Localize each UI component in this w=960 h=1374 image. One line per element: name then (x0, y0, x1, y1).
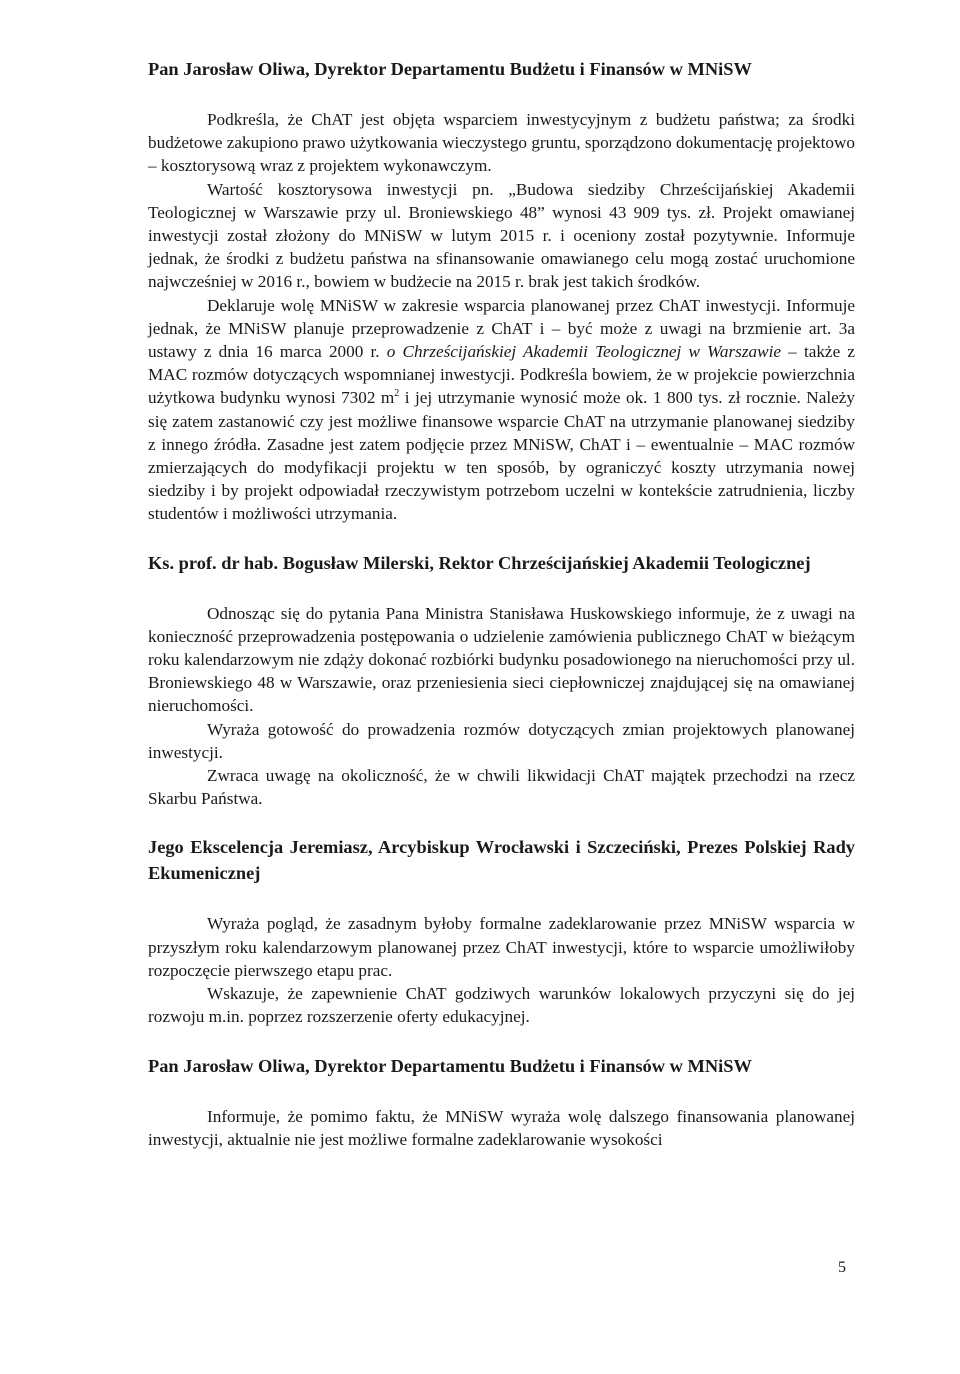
paragraph-text: Deklaruje wolę MNiSW w zakresie wsparcia planowanej przez ChAT inwestycji. Informuje jednak, że MNiSW planuje przeprowadzenie z ChAT i – być może z uwagi na brzmienie art. 3a ustawy z dnia 16 marca 2000 r. (148, 295, 855, 362)
paragraph: Wartość kosztorysowa inwestycji pn. „Budowa siedziby Chrześcijańskiej Akademii Teologicznej w Warszawie przy ul. Broniewskiego 48” wynosi 43 909 tys. zł. Projekt omawianej inwestycji został złożony do MNiSW w lutym 2015 r. i oceniony został pozytywnie. Informuje jednak, że środki z budżetu państwa na sfinansowanie omawianego celu mogą zostać uruchomione najwcześniej w 2016 r., bowiem w budżecie na 2015 r. brak jest takich środków. (148, 179, 855, 292)
spacer (148, 526, 855, 550)
speaker-heading: Pan Jarosław Oliwa, Dyrektor Departamentu Budżetu i Finansów w MNiSW (148, 59, 752, 79)
spacer (148, 1029, 855, 1053)
document-page (148, 56, 855, 1151)
paragraph-text: – także z MAC rozmów dotyczących wspomnianej inwestycji. Podkreśla bowiem, że w projekcie powierzchnia użytkowa budynku wynosi 7302 m (148, 342, 855, 408)
speaker-heading: Ks. prof. dr hab. Bogusław Milerski, Rektor Chrześcijańskiej Akademii Teologicznej (148, 552, 811, 573)
spacer (148, 82, 855, 108)
act-title: o Chrześcijańskiej Akademii Teologicznej w Warszawie (386, 342, 781, 362)
paragraph (148, 294, 855, 526)
paragraph: Wskazuje, że zapewnienie ChAT godziwych warunków lokalowych przyczyni się do jej rozwoju m.in. poprzez rozszerzenie oferty edukacyjnej. (148, 984, 855, 1027)
superscript: 2 (394, 388, 400, 400)
speaker-heading: Jego Ekscelencja Jeremiasz, Arcybiskup Wrocławski i Szczeciński, Prezes Polskiej Rady Ekumenicznej (148, 837, 855, 884)
paragraph: Zwraca uwagę na okoliczność, że w chwili likwidacji ChAT majątek przechodzi na rzecz Skarbu Państwa. (148, 766, 855, 809)
spacer (148, 576, 855, 602)
spacer (148, 810, 855, 834)
page-number: 5 (838, 1259, 846, 1276)
paragraph: Odnosząc się do pytania Pana Ministra Stanisława Huskowskiego informuje, że z uwagi na konieczność przeprowadzenia postępowania o udzielenie zamówienia publicznego ChAT w bieżącym roku kalendarzowym nie zdąży dokonać rozbiórki budynku posadowionego na nieruchomości przy ul. Broniewskiego 48 w Warszawie, oraz przeniesienia sieci ciepłowniczej znajdującej się na omawianej nieruchomości. (148, 603, 855, 716)
paragraph: Podkreśla, że ChAT jest objęta wsparciem inwestycyjnym z budżetu państwa; za środki budżetowe zakupiono prawo użytkowania wieczystego gruntu, sporządzono dokumentację projektowo – kosztorysową wraz z projektem wykonawczym. (148, 110, 855, 176)
paragraph: Wyraża gotowość do prowadzenia rozmów dotyczących zmian projektowych planowanej inwestycji. (148, 719, 855, 762)
paragraph: Wyraża pogląd, że zasadnym byłoby formalne zadeklarowanie przez MNiSW wsparcia w przyszłym roku kalendarzowym planowanej przez ChAT inwestycji, które to wsparcie umożliwiłoby rozpoczęcie pierwszego etapu prac. (148, 914, 855, 980)
speaker-heading: Pan Jarosław Oliwa, Dyrektor Departamentu Budżetu i Finansów w MNiSW (148, 1055, 752, 1076)
spacer (148, 1079, 855, 1105)
spacer (148, 886, 855, 912)
paragraph: Informuje, że pomimo faktu, że MNiSW wyraża wolę dalszego finansowania planowanej inwestycji, aktualnie nie jest możliwe formalne zadeklarowanie wysokości (148, 1106, 855, 1149)
paragraph-text: i jej utrzymanie wynosić może ok. 1 800 tys. zł rocznie. Należy się zatem zastanowić czy jest możliwe finansowe wsparcie ChAT na utrzymanie planowanej siedziby z innego źródła. Zasadne jest zatem podjęcie przez MNiSW, ChAT i – ewentualnie – MAC rozmów zmierzających do modyfikacji projektu w ten sposób, by ograniczyć koszty utrzymania nowej siedziby i by projekt odpowiadał rzeczywistym potrzebom uczelni w kontekście zatrudnienia, liczby studentów i możliwości utrzymania. (148, 388, 855, 524)
